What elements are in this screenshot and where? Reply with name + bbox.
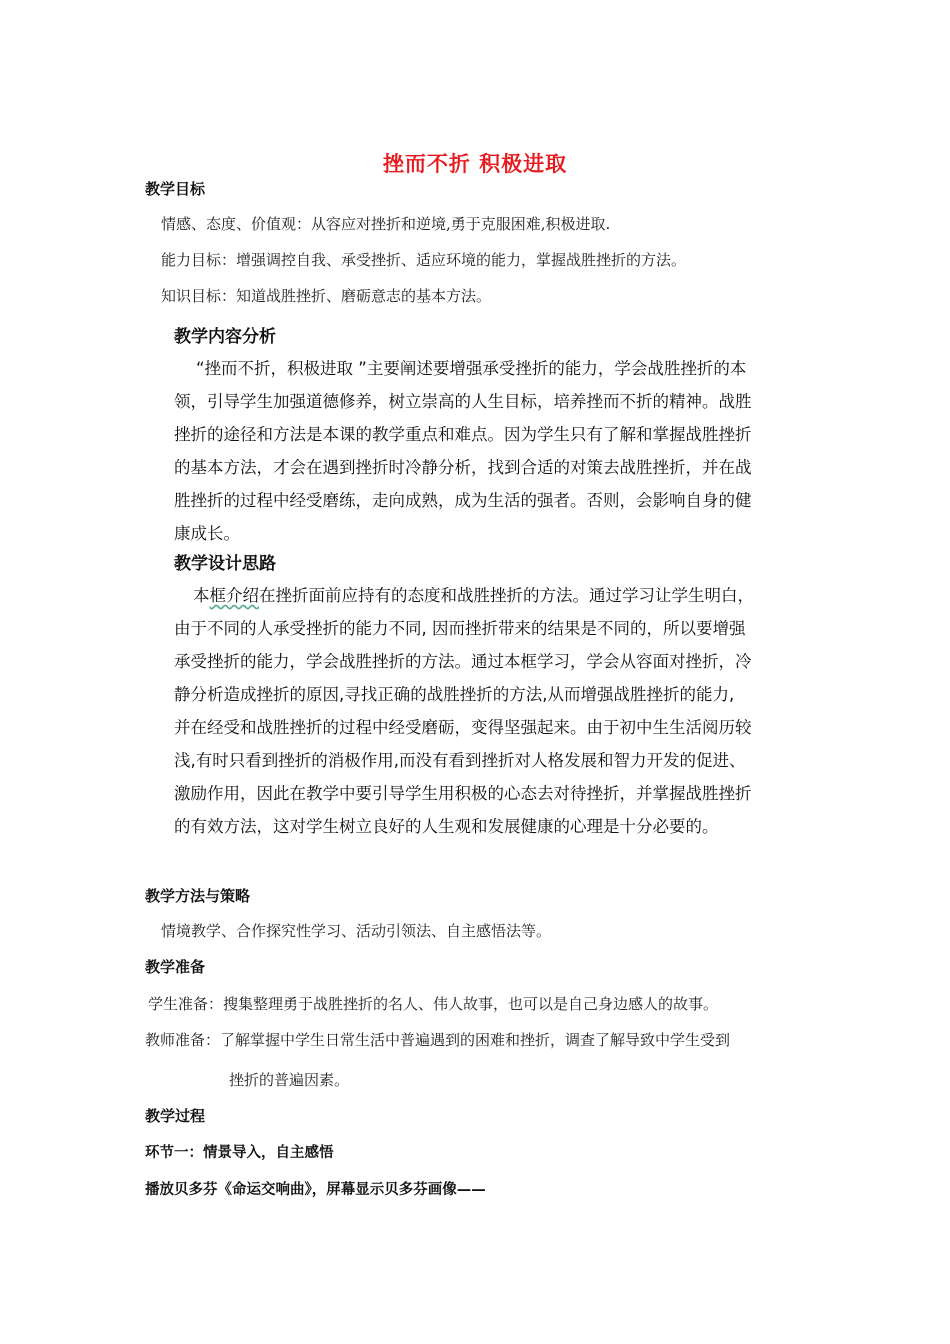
document-title: 挫而不折 积极进取 — [382, 152, 568, 176]
design-line: 浅,有时只看到挫折的消极作用,而没有看到挫折对人格发展和智力开发的促进、 — [174, 751, 746, 770]
teacher-preparation: 教师准备：了解掌握中学生日常生活中普遍遇到的困难和挫折，调查了解导致中学生受到 — [145, 1031, 731, 1049]
heading-teaching-process: 教学过程 — [145, 1107, 206, 1125]
heading-content-analysis: 教学内容分析 — [174, 327, 276, 347]
teacher-preparation-cont: 挫折的普遍因素。 — [229, 1071, 350, 1089]
analysis-line: 康成长。 — [174, 524, 240, 543]
process-play-symphony: 播放贝多芬《命运交响曲》，屏幕显示贝多芬画像—— — [145, 1182, 486, 1198]
process-step-one: 环节一：情景导入，自主感悟 — [145, 1145, 334, 1161]
design-text: 在挫折面前应持有的态度和战胜挫折的方法。通过学习让学生明白， — [259, 586, 754, 605]
design-line: 由于不同的人承受挫折的能力不同, 因而挫折带来的结果是不同的，所以要增强 — [174, 619, 746, 638]
design-line: 承受挫折的能力，学会战胜挫折的方法。通过本框学习，学会从容面对挫折，冷 — [174, 652, 752, 671]
methods-text: 情境教学、合作探究性学习、活动引领法、自主感悟法等。 — [161, 922, 552, 940]
student-preparation: 学生准备：搜集整理勇于战胜挫折的名人、伟人故事，也可以是自己身边感人的故事。 — [148, 995, 719, 1013]
heading-methods: 教学方法与策略 — [145, 887, 251, 905]
spellcheck-underlined-text: 框介绍 — [209, 586, 259, 605]
analysis-line: 挫折的途径和方法是本课的教学重点和难点。因为学生只有了解和掌握战胜挫折 — [174, 425, 752, 444]
design-line: 并在经受和战胜挫折的过程中经受磨砺，变得坚强起来。由于初中生生活阅历较 — [174, 718, 752, 737]
heading-preparation: 教学准备 — [145, 958, 206, 976]
design-line: 静分析造成挫折的原因,寻找正确的战胜挫折的方法,从而增强战胜挫折的能力, — [174, 685, 735, 704]
goal-line-ability: 能力目标：增强调控自我、承受挫折、适应环境的能力，掌握战胜挫折的方法。 — [161, 251, 687, 269]
goal-line-knowledge: 知识目标：知道战胜挫折、磨砺意志的基本方法。 — [161, 287, 492, 305]
design-text: 本 — [193, 586, 210, 605]
analysis-line: “挫而不折，积极进取 ”主要阐述要增强承受挫折的能力，学会战胜挫折的本 — [196, 359, 747, 378]
analysis-line: 领，引导学生加强道德修养，树立崇高的人生目标，培养挫而不折的精神。战胜 — [174, 392, 752, 411]
design-line: 的有效方法，这对学生树立良好的人生观和发展健康的心理是十分必要的。 — [174, 817, 719, 836]
analysis-line: 胜挫折的过程中经受磨练，走向成熟，成为生活的强者。否则，会影响自身的健 — [174, 491, 752, 510]
design-line-first — [193, 582, 754, 606]
heading-teaching-goals: 教学目标 — [145, 180, 206, 198]
heading-design-approach: 教学设计思路 — [174, 554, 276, 574]
goal-line-emotion: 情感、态度、价值观：从容应对挫折和逆境,勇于克服困难,积极进取. — [161, 215, 611, 233]
design-line: 激励作用，因此在教学中要引导学生用积极的心态去对待挫折，并掌握战胜挫折 — [174, 784, 752, 803]
analysis-line: 的基本方法，才会在遇到挫折时冷静分析，找到合适的对策去战胜挫折，并在战 — [174, 458, 752, 477]
